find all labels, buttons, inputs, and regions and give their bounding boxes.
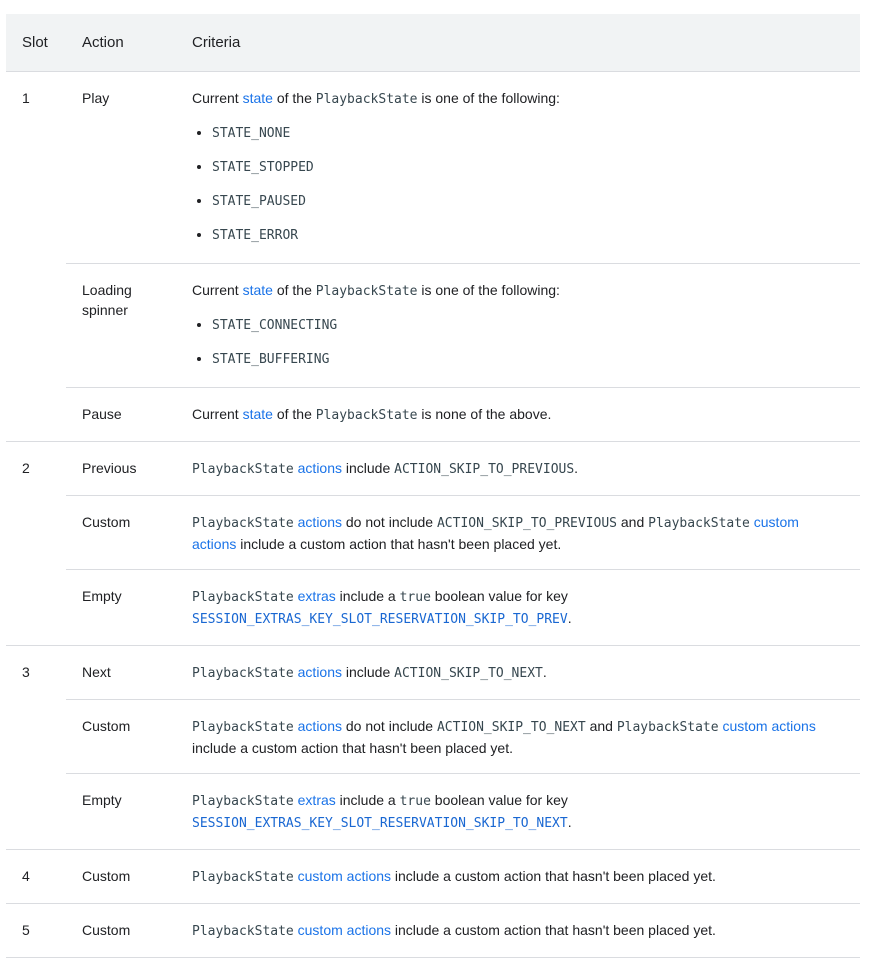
action-name: Empty (66, 570, 171, 646)
slot-number: 5 (6, 904, 66, 958)
table-row (6, 904, 860, 958)
text: include (342, 664, 395, 680)
table-row (6, 496, 860, 570)
list-item (212, 122, 844, 144)
actions-link[interactable]: actions (297, 718, 342, 734)
text: . (574, 460, 579, 476)
code-playbackstate: PlaybackState (192, 720, 294, 735)
text: of the (272, 282, 316, 298)
header-criteria: Criteria (171, 14, 860, 72)
custom-actions-link[interactable]: custom actions (722, 718, 816, 734)
text: do not include (342, 514, 437, 530)
actions-link[interactable]: actions (297, 460, 342, 476)
list-item (212, 156, 844, 178)
slot-number: 2 (6, 442, 66, 646)
criteria-cell (171, 72, 860, 264)
code-constant: ACTION_SKIP_TO_PREVIOUS (394, 462, 575, 477)
table-row (6, 646, 860, 700)
state-constant: STATE_STOPPED (212, 160, 314, 175)
reservation-next-link[interactable]: SESSION_EXTRAS_KEY_SLOT_RESERVATION_SKIP_TO_NEXT (192, 816, 568, 831)
criteria-cell (171, 496, 860, 570)
table-row (6, 72, 860, 264)
table-row (6, 264, 860, 388)
state-link[interactable]: state (242, 282, 273, 298)
criteria-cell (171, 646, 860, 700)
link-text: actions (192, 536, 237, 552)
text: and (585, 718, 617, 734)
text: of the (272, 406, 316, 422)
table-row (6, 850, 860, 904)
action-name: Custom (66, 496, 171, 570)
code-playbackstate: PlaybackState (192, 666, 294, 681)
table-row (6, 700, 860, 774)
extras-link[interactable]: extras (297, 588, 336, 604)
criteria-cell (171, 388, 860, 442)
header-action: Action (66, 14, 171, 72)
list-item (212, 190, 844, 212)
state-constant: STATE_ERROR (212, 228, 299, 243)
text: is one of the following: (417, 90, 560, 106)
state-list (192, 314, 844, 370)
text: include a custom action that hasn't been placed yet. (236, 536, 562, 552)
text: . (567, 814, 572, 830)
text: Current (192, 90, 243, 106)
text: . (542, 664, 547, 680)
custom-actions-link[interactable]: custom actions (297, 868, 392, 884)
action-name: Next (66, 646, 171, 700)
code-constant: ACTION_SKIP_TO_PREVIOUS (436, 516, 617, 531)
text: Current (192, 282, 243, 298)
text: boolean value for key (430, 792, 568, 808)
text: Current (192, 406, 243, 422)
action-name: Play (66, 72, 171, 264)
state-constant: STATE_PAUSED (212, 194, 306, 209)
slot-criteria-table (6, 14, 860, 958)
action-name: Loading spinner (66, 264, 171, 388)
code-playbackstate: PlaybackState (315, 284, 418, 299)
code-playbackstate: PlaybackState (315, 408, 418, 423)
state-list (192, 122, 844, 246)
action-name: Previous (66, 442, 171, 496)
state-constant: STATE_NONE (212, 126, 291, 141)
code-playbackstate: PlaybackState (192, 794, 294, 809)
text: include a custom action that hasn't been placed yet. (391, 868, 716, 884)
link-text: custom (753, 514, 799, 530)
action-name: Custom (66, 700, 171, 774)
custom-actions-link[interactable]: custom actions (297, 922, 392, 938)
action-name: Empty (66, 774, 171, 850)
table-row (6, 442, 860, 496)
action-name: Custom (66, 850, 171, 904)
slot-number: 3 (6, 646, 66, 850)
criteria-cell (171, 264, 860, 388)
reservation-prev-link[interactable]: SESSION_EXTRAS_KEY_SLOT_RESERVATION_SKIP_TO_PREV (192, 612, 568, 627)
actions-link[interactable]: actions (297, 514, 342, 530)
table-row (6, 570, 860, 646)
slot-number: 4 (6, 850, 66, 904)
text: is none of the above. (417, 406, 552, 422)
text: include a (335, 588, 400, 604)
table-header-row (6, 14, 860, 72)
code-playbackstate: PlaybackState (648, 516, 750, 531)
code-true: true (399, 590, 431, 605)
text: do not include (342, 718, 437, 734)
state-link[interactable]: state (242, 406, 273, 422)
list-item (212, 314, 844, 336)
criteria-cell (171, 904, 860, 958)
code-playbackstate: PlaybackState (192, 516, 294, 531)
state-link[interactable]: state (242, 90, 273, 106)
state-constant: STATE_CONNECTING (212, 318, 338, 333)
text: . (567, 610, 572, 626)
text: include a custom action that hasn't been placed yet. (192, 740, 513, 756)
list-item (212, 224, 844, 246)
code-constant: ACTION_SKIP_TO_NEXT (436, 720, 586, 735)
table-row (6, 388, 860, 442)
action-name: Pause (66, 388, 171, 442)
code-playbackstate: PlaybackState (315, 92, 418, 107)
header-slot: Slot (6, 14, 66, 72)
criteria-cell (171, 442, 860, 496)
code-true: true (399, 794, 431, 809)
text: include a custom action that hasn't been placed yet. (391, 922, 716, 938)
text: include (342, 460, 395, 476)
actions-link[interactable]: actions (297, 664, 342, 680)
code-playbackstate: PlaybackState (616, 720, 719, 735)
code-constant: ACTION_SKIP_TO_NEXT (394, 666, 543, 681)
slot-number: 1 (6, 72, 66, 442)
text: and (616, 514, 649, 530)
code-playbackstate: PlaybackState (192, 870, 294, 885)
code-playbackstate: PlaybackState (192, 924, 294, 939)
code-playbackstate: PlaybackState (192, 462, 294, 477)
text: is one of the following: (417, 282, 560, 298)
list-item (212, 348, 844, 370)
text: include a (335, 792, 400, 808)
criteria-cell (171, 850, 860, 904)
code-playbackstate: PlaybackState (192, 590, 294, 605)
criteria-cell (171, 570, 860, 646)
text: boolean value for key (430, 588, 568, 604)
action-name: Custom (66, 904, 171, 958)
extras-link[interactable]: extras (297, 792, 336, 808)
state-constant: STATE_BUFFERING (212, 352, 330, 367)
criteria-cell (171, 700, 860, 774)
text: of the (272, 90, 316, 106)
criteria-cell (171, 774, 860, 850)
table-row (6, 774, 860, 850)
